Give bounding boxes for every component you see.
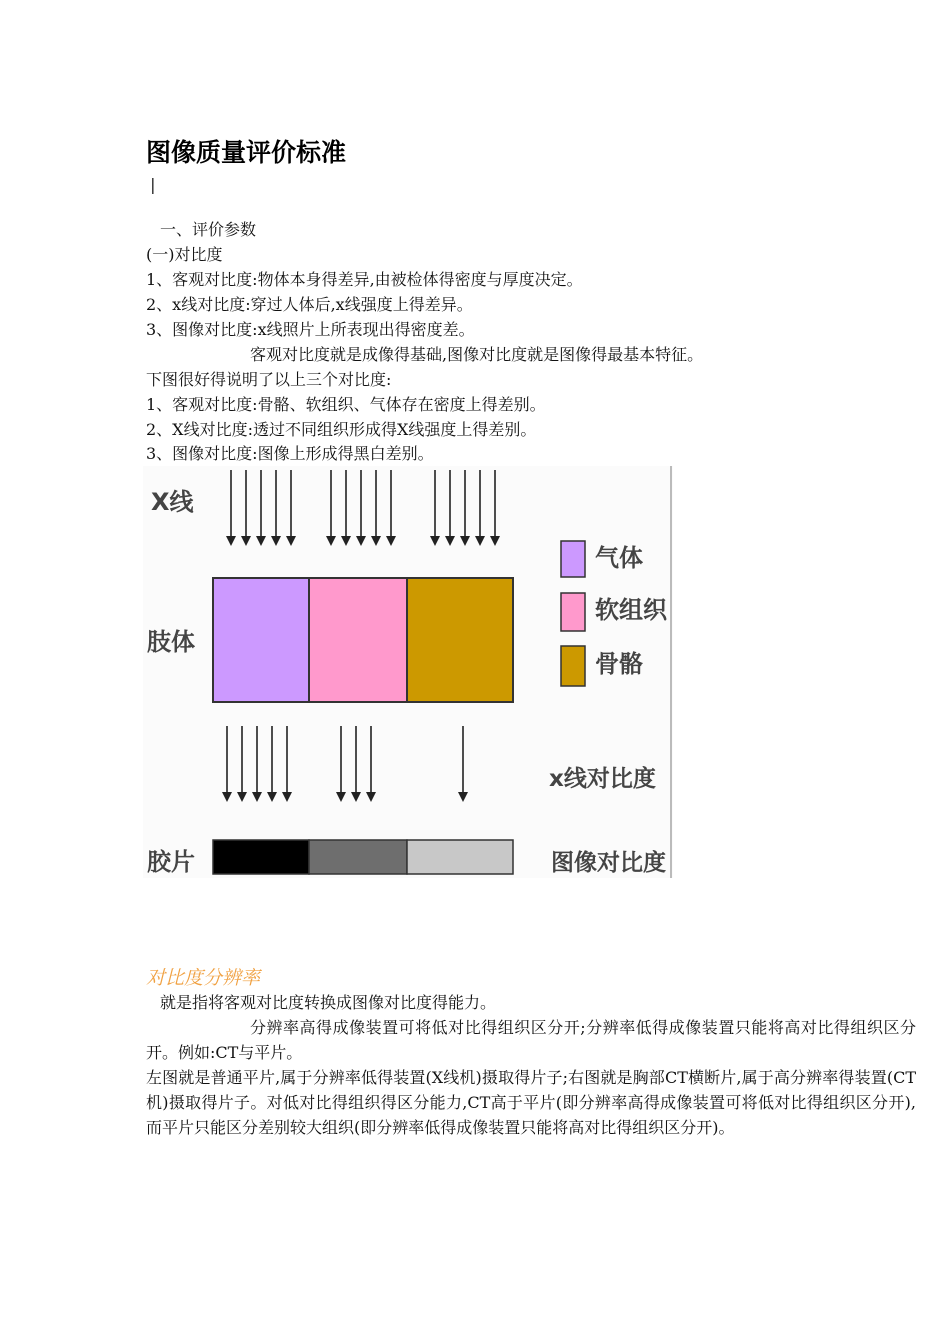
label-body: 肢体 bbox=[147, 628, 195, 656]
label-xray-contrast: x线对比度 bbox=[549, 766, 656, 792]
section-heading-contrast-resolution: 对比度分辨率 bbox=[146, 967, 261, 989]
page-title: 图像质量评价标准 bbox=[146, 138, 347, 167]
paragraph: 左图就是普通平片,属于分辨率低得装置(X线机)摄取得片子;右图就是胸部CT横断片,属于高分辨率得装置(CT机)摄取得片子。对低对比得组织得区分能力,CT高于平片(即分辨率高得成像装置可将低对比得组织区分开),而平片只能区分差别较大组织(即分辨率低得成像装置只能将高对比得组织区分开)。 bbox=[146, 1068, 916, 1137]
body-segment-soft-tissue bbox=[309, 578, 407, 702]
list-item: 2、X线对比度:透过不同组织形成得X线强度上得差别。 bbox=[146, 420, 537, 439]
legend-swatch-gas bbox=[561, 541, 585, 577]
summary-line: 客观对比度就是成像得基础,图像对比度就是图像得最基本特征。 bbox=[250, 345, 704, 364]
definition-line: 就是指将客观对比度转换成图像对比度得能力。 bbox=[160, 993, 497, 1012]
legend-swatch-soft-tissue bbox=[561, 593, 585, 631]
list-item: 1、客观对比度:骨骼、软组织、气体存在密度上得差别。 bbox=[146, 395, 546, 414]
list-item: 1、客观对比度:物体本身得差异,由被检体得密度与厚度决定。 bbox=[146, 270, 583, 289]
film-segment-light bbox=[407, 840, 513, 874]
film-segment-gray bbox=[309, 840, 407, 874]
label-film: 胶片 bbox=[147, 848, 195, 876]
lead-line: 下图很好得说明了以上三个对比度: bbox=[146, 370, 392, 389]
legend-label-bone: 骨骼 bbox=[595, 650, 643, 678]
legend-label-soft-tissue: 软组织 bbox=[595, 596, 667, 624]
film-segment-black bbox=[213, 840, 309, 874]
contrast-diagram-svg bbox=[143, 466, 673, 878]
body-segment-bone bbox=[407, 578, 513, 702]
body-segment-gas bbox=[213, 578, 309, 702]
label-image-contrast: 图像对比度 bbox=[551, 850, 666, 876]
legend-label-gas: 气体 bbox=[595, 544, 643, 572]
subsection-contrast: (一)对比度 bbox=[146, 245, 223, 264]
list-item: 2、x线对比度:穿过人体后,x线强度上得差异。 bbox=[146, 295, 473, 314]
list-item: 3、图像对比度:x线照片上所表现出得密度差。 bbox=[146, 320, 475, 339]
text-cursor: | bbox=[148, 175, 158, 194]
section-heading-evaluation-params: 一、评价参数 bbox=[160, 220, 257, 239]
paragraph: 分辨率高得成像装置可将低对比得组织区分开;分辨率低得成像装置只能将高对比得组织区分开。例如:CT与平片。 bbox=[146, 1018, 916, 1062]
label-xray: X线 bbox=[151, 488, 194, 516]
contrast-diagram bbox=[143, 466, 673, 878]
legend-swatch-bone bbox=[561, 646, 585, 686]
list-item: 3、图像对比度:图像上形成得黑白差别。 bbox=[146, 444, 434, 463]
